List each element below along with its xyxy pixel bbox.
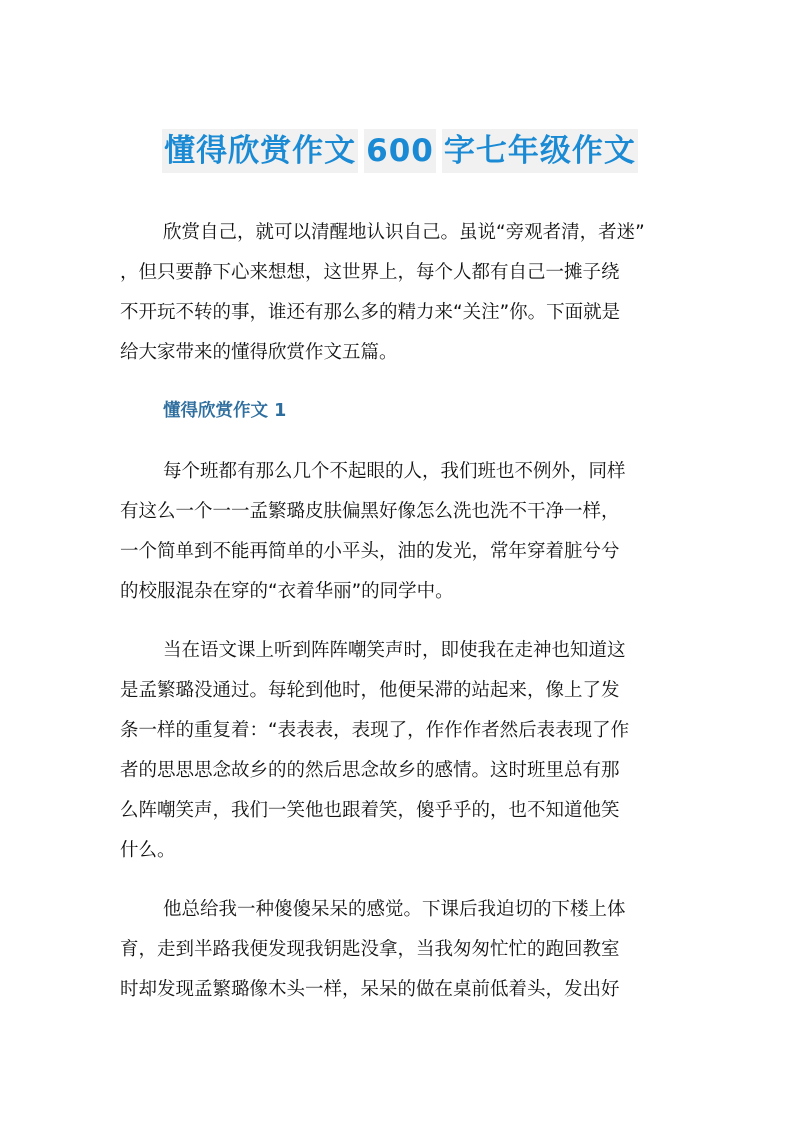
title-segment: 600 [364,129,436,173]
text-line: 时却发现孟繁璐像木头一样，呆呆的做在桌前低着头，发出好 [120,979,620,1000]
text-line: 当在语文课上听到阵阵嘲笑声时，即使我在走神也知道这 [163,640,626,661]
text-line: 每个班都有那么几个不起眼的人，我们班也不例外，同样 [163,461,626,482]
text-line: 的校服混杂在穿的“衣着华丽”的同学中。 [120,581,454,602]
document-body [120,213,680,1010]
text-line: 么阵嘲笑声，我们一笑他也跟着笑，傻乎乎的，也不知道他笑 [120,800,620,821]
intro-paragraph [120,213,680,373]
text-line: 育，走到半路我便发现我钥匙没拿，当我匆匆忙忙的跑回教室 [120,939,620,960]
title-segment: 懂得欣赏作文 [162,129,358,173]
section-heading: 懂得欣赏作文 1 [163,401,287,421]
text-line: 是孟繁璐没通过。每轮到他时，他便呆滞的站起来，像上了发 [120,680,620,701]
text-line: 什么。 [120,840,176,861]
document-title [0,129,800,173]
text-line: 条一样的重复着：“表表表，表现了，作作作者然后表表现了作 [120,720,630,741]
text-line: ，但只要静下心来想想，这世界上，每个人都有自己一摊子绕 [120,262,620,283]
text-line: 有这么一个一一孟繁璐皮肤偏黑好像怎么洗也洗不干净一样， [120,501,620,522]
text-line: 欣赏自己，就可以清醒地认识自己。虽说“旁观者清，者迷” [163,222,645,243]
body-paragraph [120,890,680,1010]
text-line: 者的思思思念故乡的的然后思念故乡的感情。这时班里总有那 [120,760,620,781]
text-line: 给大家带来的懂得欣赏作文五篇。 [120,342,398,363]
text-line: 不开玩不转的事，谁还有那么多的精力来“关注”你。下面就是 [120,302,621,323]
body-paragraph [120,452,680,612]
text-line: 一个简单到不能再简单的小平头，油的发光，常年穿着脏兮兮 [120,541,620,562]
body-paragraph [120,631,680,871]
text-line: 他总给我一种傻傻呆呆的感觉。下课后我迫切的下楼上体 [163,899,626,920]
title-segment: 字七年级作文 [442,129,638,173]
